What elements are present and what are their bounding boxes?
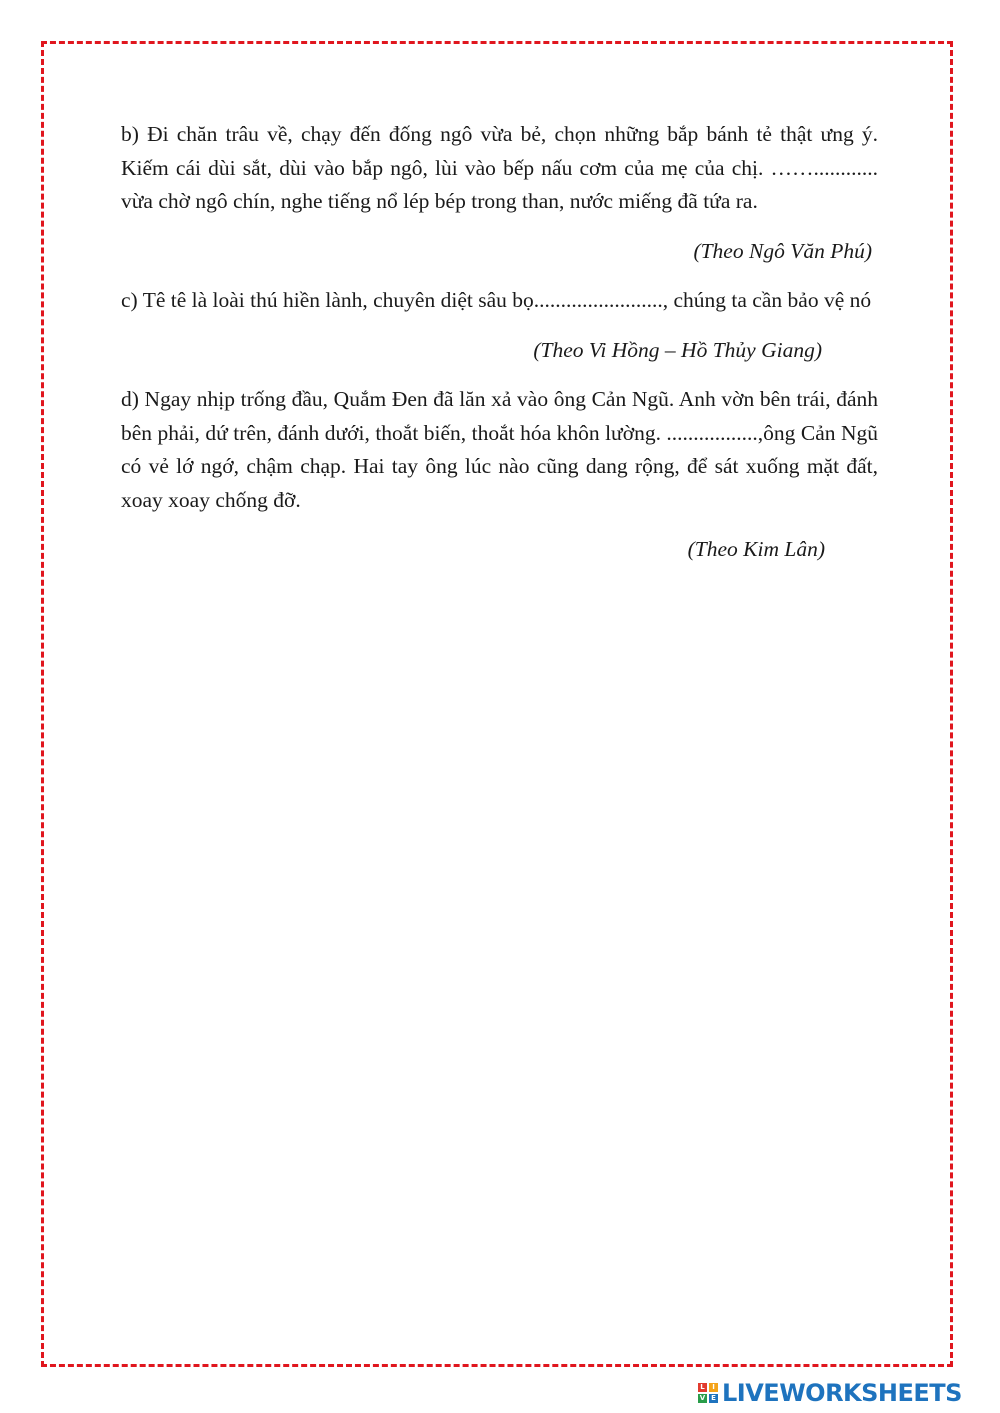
paragraph-d: d) Ngay nhịp trống đầu, Quắm Đen đã lăn xả vào ông Cản Ngũ. Anh vờn bên trái, đánh bên phải, dứ trên, đánh dưới, thoắt biến, thoắt hóa khôn lường. .................,ông Cản Ngũ có vẻ lớ ngớ, chậm chạp. Hai tay ông lúc nào cũng dang rộng, để sát xuống mặt đất, xoay xoay chống đỡ. (121, 387, 878, 512)
worksheet-content (121, 118, 878, 567)
logo-tile: E (709, 1394, 718, 1403)
liveworksheets-watermark (698, 1376, 962, 1410)
source-b: (Theo Ngô Văn Phú) (693, 238, 872, 263)
source-c: (Theo Vi Hồng – Hồ Thủy Giang) (533, 337, 822, 362)
logo-tile: L (698, 1383, 707, 1392)
watermark-text: LIVEWORKSHEETS (722, 1379, 962, 1407)
source-d: (Theo Kim Lân) (687, 537, 825, 561)
paragraph-b: b) Đi chăn trâu về, chạy đến đống ngô vừa bẻ, chọn những bắp bánh tẻ thật ưng ý. Kiếm cái dùi sắt, dùi vào bắp ngô, lùi vào bếp nấu cơm của mẹ của chị. ……............ vừa chờ ngô chín, nghe tiếng nổ lép bép trong than, nước miếng đã tứa ra. (121, 122, 878, 213)
logo-tile: V (699, 1394, 706, 1402)
liveworksheets-logo-icon (698, 1383, 718, 1403)
logo-tile: I (709, 1383, 718, 1392)
paragraph-c: c) Tê tê là loài thú hiền lành, chuyên diệt sâu bọ........................, chúng ta cần bảo vệ nó (121, 288, 872, 312)
